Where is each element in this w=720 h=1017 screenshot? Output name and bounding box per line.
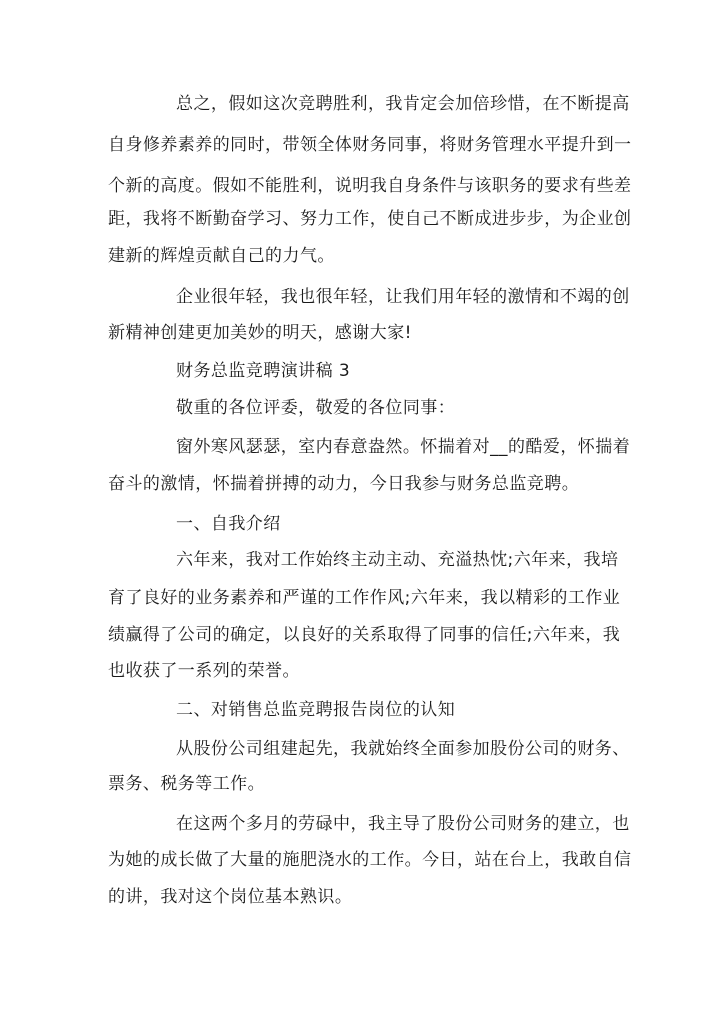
- paragraph-line: 距，我将不断勤奋学习、努力工作，使自己不断成进步步，为企业创: [108, 209, 632, 229]
- paragraph-line: 也收获了一系列的荣誉。: [108, 661, 300, 681]
- paragraph-line: 为她的成长做了大量的施肥浇水的工作。今日，站在台上，我敢自信: [108, 850, 632, 870]
- paragraph-line: 在这两个多月的劳碌中，我主导了股份公司财务的建立，也: [176, 814, 630, 834]
- paragraph-line: 新精神创建更加美妙的明天，感谢大家!: [108, 323, 412, 343]
- paragraph-line: 的讲，我对这个岗位基本熟识。: [108, 887, 353, 907]
- paragraph-line: 建新的辉煌贡献自己的力气。: [108, 246, 335, 266]
- paragraph-line: 窗外寒风瑟瑟，室内春意盎然。怀揣着对__的酷爱，怀揣着: [176, 437, 631, 457]
- section-heading: 一、自我介绍: [176, 514, 281, 534]
- salutation: 敬重的各位评委，敬爱的各位同事：: [176, 398, 456, 418]
- section-heading: 二、对销售总监竞聘报告岗位的认知: [176, 700, 456, 720]
- paragraph-line: 从股份公司组建起先，我就始终全面参加股份公司的财务、: [176, 739, 630, 759]
- paragraph-line: 育了良好的业务素养和严谨的工作作风;六年来，我以精彩的工作业: [108, 588, 621, 608]
- paragraph-line: 总之，假如这次竞聘胜利，我肯定会加倍珍惜，在不断提高: [176, 94, 630, 114]
- paragraph-line: 自身修养素养的同时，带领全体财务同事，将财务管理水平提升到一: [108, 135, 632, 155]
- paragraph-line: 奋斗的激情，怀揣着拼搏的动力，今日我参与财务总监竞聘。: [108, 474, 580, 494]
- paragraph-line: 个新的高度。假如不能胜利，说明我自身条件与该职务的要求有些差: [108, 176, 632, 196]
- paragraph-line: 绩赢得了公司的确定，以良好的关系取得了同事的信任;六年来，我: [108, 625, 621, 645]
- section-title: 财务总监竞聘演讲稿 3: [176, 361, 351, 381]
- paragraph-line: 票务、税务等工作。: [108, 774, 266, 794]
- paragraph-line: 企业很年轻，我也很年轻，让我们用年轻的激情和不竭的创: [176, 287, 630, 307]
- paragraph-line: 六年来，我对工作始终主动主动、充溢热忱;六年来，我培: [176, 550, 619, 570]
